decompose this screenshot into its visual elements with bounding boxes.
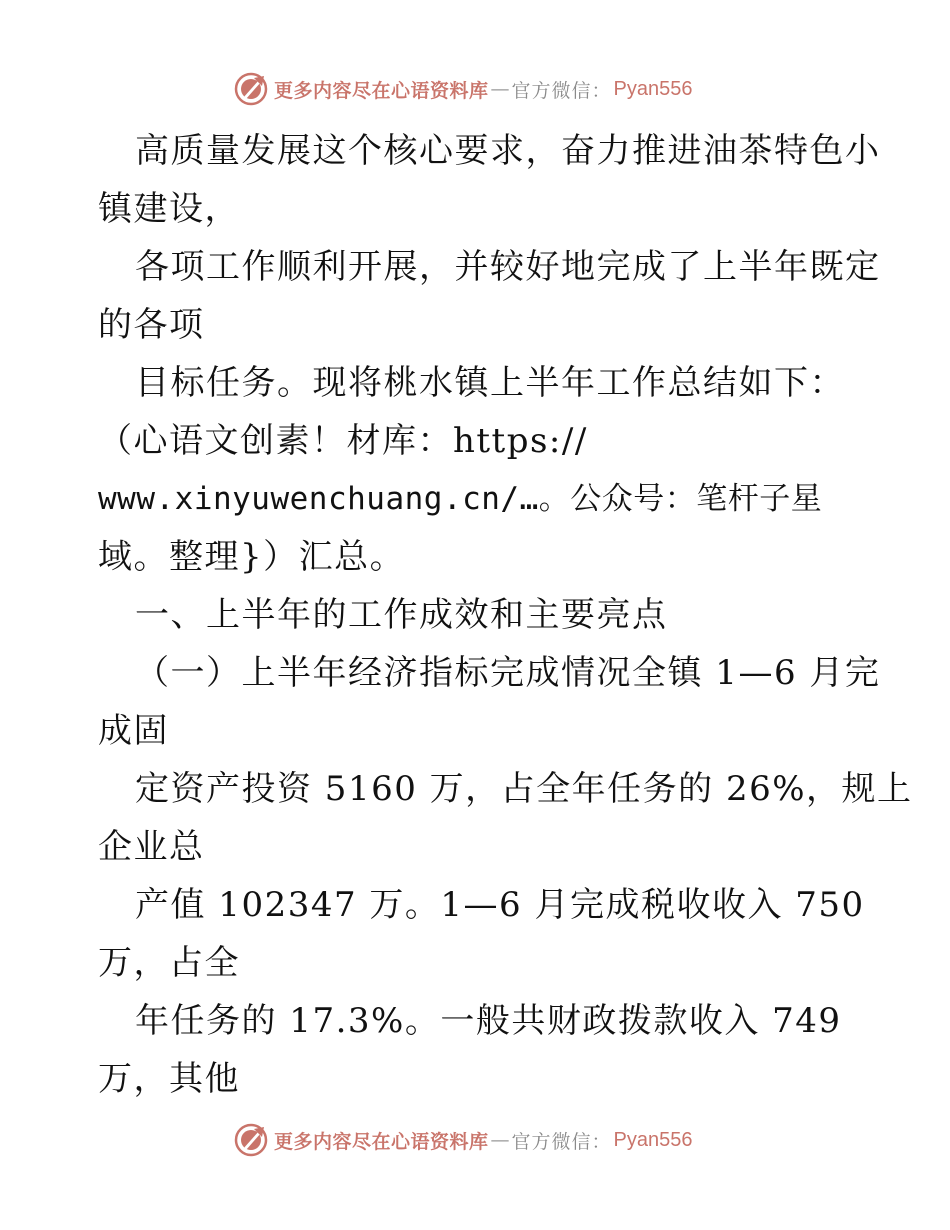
text-line: 企业总 (98, 827, 205, 867)
watermark-separator: — (490, 1129, 510, 1151)
text-line: （一）上半年经济指标完成情况全镇 1—6 月完 (135, 653, 881, 693)
document-body (98, 122, 913, 1108)
watermark-separator: — (490, 78, 510, 100)
watermark-text: 更多内容尽在心语资料库 (274, 1130, 489, 1153)
text-line: （心语文创素！材库：https:// (98, 421, 588, 461)
text-line: 的各项 (98, 305, 205, 345)
text-line: 成固 (98, 711, 169, 751)
watermark-wechat-id: Pyan556 (613, 77, 693, 100)
watermark-text: 更多内容尽在心语资料库 (274, 79, 489, 102)
text-line: 域。整理}）汇总。 (98, 537, 406, 577)
quill-pen-logo-icon (234, 1123, 268, 1157)
text-line: www.xinyuwenchuang.cn/…。公众号：笔杆子星 (98, 481, 823, 517)
text-line: 镇建设， (98, 189, 240, 229)
quill-pen-logo-icon (234, 72, 268, 106)
text-line: 各项工作顺利开展，并较好地完成了上半年既定 (135, 247, 881, 287)
text-line: 万，其他 (98, 1059, 240, 1099)
watermark-wechat-label: 官方微信： (511, 1130, 612, 1153)
text-line: 年任务的 17.3%。一般共财政拨款收入 749 (135, 1001, 842, 1041)
text-line: 目标任务。现将桃水镇上半年工作总结如下： (135, 363, 845, 403)
section-heading: 一、上半年的工作成效和主要亮点 (135, 595, 668, 635)
text-line: 定资产投资 5160 万，占全年任务的 26%，规上 (135, 769, 913, 809)
text-line: 万，占全 (98, 943, 240, 983)
footer-watermark (234, 1121, 754, 1159)
watermark-wechat-label: 官方微信： (511, 79, 612, 102)
header-watermark (234, 70, 754, 108)
text-line: 产值 102347 万。1—6 月完成税收收入 750 (135, 885, 865, 925)
text-line: 高质量发展这个核心要求，奋力推进油茶特色小 (135, 131, 881, 171)
watermark-wechat-id: Pyan556 (613, 1128, 693, 1151)
